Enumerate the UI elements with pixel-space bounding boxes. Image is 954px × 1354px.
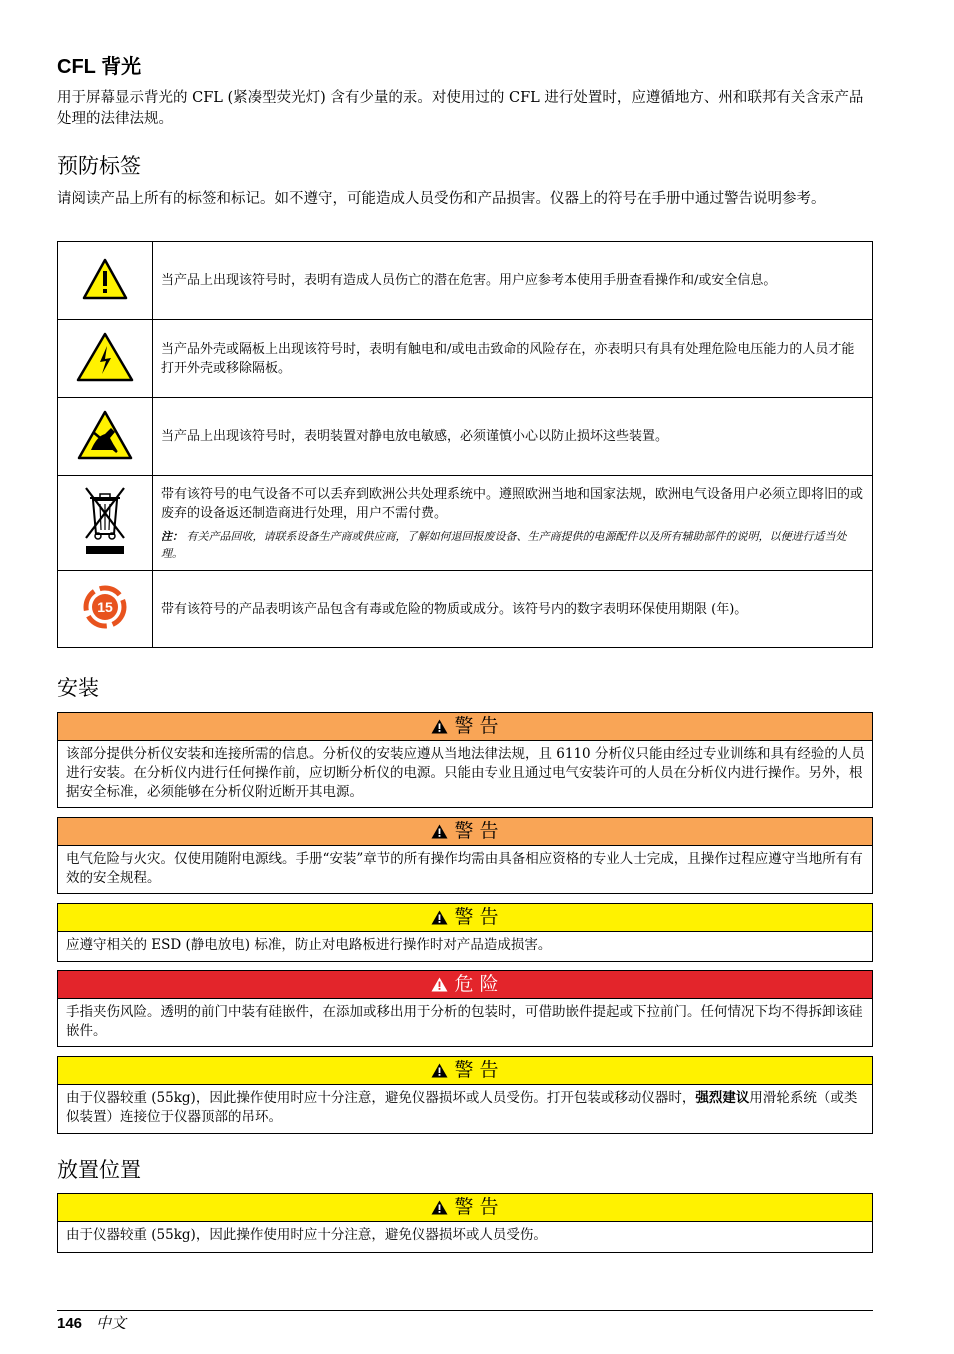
efup-number: 15 xyxy=(97,599,113,615)
symbol-text: 带有该符号的电气设备不可以丢弃到欧洲公共处理系统中。遵照欧洲当地和国家法规，欧洲电气设备用户必须立即将旧的或废弃的设备返还制造商进行处理，用户不需付费。 xyxy=(161,486,864,521)
warning-box xyxy=(57,712,873,808)
caution-text: 由于仪器较重 (55kg)，因此操作使用时应十分注意，避免仪器损坏或人员受伤。 xyxy=(66,1227,547,1243)
warning-text: 该部分提供分析仪安装和连接所需的信息。分析仪的安装应遵从当地法律法规，且 6110 分析仪只能由经过专业训练和具有经验的人员进行安装。在分析仪内进行任何操作前，应切断分析仪的电源。只能由专业且通过电气安装许可的人员在分析仪内进行操作。另外，根据安全标准，必须能够在分析仪附近断开其电源。 xyxy=(66,746,865,800)
page-footer xyxy=(57,1312,126,1333)
caution-label: 警 告 xyxy=(454,906,499,928)
danger-header xyxy=(58,971,872,999)
symbol-row xyxy=(58,320,873,398)
warning-triangle-icon xyxy=(431,719,448,734)
cfl-paragraph: 用于屏幕显示背光的 CFL (紧凑型荧光灯) 含有少量的汞。对使用过的 CFL 进行处置时，应遵循地方、州和联邦有关含汞产品处理的法律法规。 xyxy=(57,90,864,127)
labels-heading: 预防标签 xyxy=(57,154,141,178)
recycling-note xyxy=(161,528,864,562)
caution-header xyxy=(58,1194,872,1222)
page-number: 146 xyxy=(57,1315,83,1332)
footer-rule xyxy=(57,1310,873,1311)
symbol-table xyxy=(57,241,873,648)
caution-header xyxy=(58,904,872,932)
warning-triangle-icon xyxy=(431,1063,448,1078)
symbol-row xyxy=(58,476,873,571)
symbol-text: 当产品外壳或隔板上出现该符号时，表明有触电和/或电击致命的风险存在，亦表明只有具有处理危险电压能力的人员才能打开外壳或移除隔板。 xyxy=(153,320,873,398)
warning-triangle-icon xyxy=(82,258,128,300)
symbol-text: 当产品上出现该符号时，表明有造成人员伤亡的潜在危害。用户应参考本使用手册查看操作和/或安全信息。 xyxy=(153,242,873,320)
caution-box xyxy=(57,1056,873,1134)
labels-intro: 请阅读产品上所有的标签和标记。如不遵守，可能造成人员受伤和产品损害。仪器上的符号在手册中通过警告说明参考。 xyxy=(57,191,826,207)
warning-label: 警 告 xyxy=(454,820,499,842)
symbol-text: 带有该符号的产品表明该产品包含有毒或危险的物质或成分。该符号内的数字表明环保使用期限 (年)。 xyxy=(153,571,873,648)
install-heading: 安装 xyxy=(57,676,99,700)
footer-language: 中文 xyxy=(96,1314,127,1332)
esd-icon xyxy=(77,410,133,460)
note-text: 有关产品回收，请联系设备生产商或供应商，了解如何退回报废设备、生产商提供的电源配件以及所有辅助部件的说明，以便进行适当处理。 xyxy=(161,529,847,560)
caution-box xyxy=(57,903,873,962)
symbol-text: 当产品上出现该符号时，表明装置对静电放电敏感，必须谨慎小心以防止损坏这些装置。 xyxy=(153,398,873,476)
caution-label: 警 告 xyxy=(454,1059,499,1081)
note-label: 注： xyxy=(161,529,183,543)
warning-triangle-icon xyxy=(431,1200,448,1215)
warning-triangle-icon xyxy=(431,910,448,925)
weee-crossed-bin-icon xyxy=(80,486,130,556)
caution-text-part: 用滑轮系统（或类似装置）连接位于仪器顶部的吊环。 xyxy=(66,1090,858,1125)
efup-15-icon xyxy=(82,584,128,630)
symbol-row xyxy=(58,398,873,476)
warning-label: 警 告 xyxy=(454,715,499,737)
caution-text xyxy=(58,1085,872,1132)
danger-text: 手指夹伤风险。透明的前门中装有硅嵌件，在添加或移出用于分析的包装时，可借助嵌件提起或下拉前门。任何情况下均不得拆卸该硅嵌件。 xyxy=(66,1004,863,1039)
caution-text: 应遵守相关的 ESD (静电放电) 标准，防止对电路板进行操作时对产品造成损害。 xyxy=(66,937,552,953)
warning-header xyxy=(58,818,872,846)
electric-shock-icon xyxy=(76,332,134,382)
danger-triangle-icon xyxy=(431,977,448,992)
caution-text-part: 由于仪器较重 (55kg)，因此操作使用时应十分注意，避免仪器损坏或人员受伤。打开包装或移动仪器时， xyxy=(66,1090,696,1106)
caution-header xyxy=(58,1057,872,1085)
strong-recommend: 强烈建议 xyxy=(695,1090,750,1106)
caution-box xyxy=(57,1193,873,1253)
danger-label: 危 险 xyxy=(454,973,499,995)
cfl-heading: CFL 背光 xyxy=(57,56,142,78)
danger-box xyxy=(57,970,873,1047)
warning-header xyxy=(58,713,872,741)
symbol-text-cell xyxy=(153,476,873,571)
warning-box xyxy=(57,817,873,894)
warning-text: 电气危险与火灾。仅使用随附电源线。手册“安装”章节的所有操作均需由具备相应资格的专业人士完成，且操作过程应遵守当地所有有效的安全规程。 xyxy=(66,851,863,886)
caution-label: 警 告 xyxy=(454,1196,499,1218)
placement-heading: 放置位置 xyxy=(57,1158,141,1182)
symbol-row xyxy=(58,242,873,320)
warning-triangle-icon xyxy=(431,824,448,839)
symbol-row xyxy=(58,571,873,648)
